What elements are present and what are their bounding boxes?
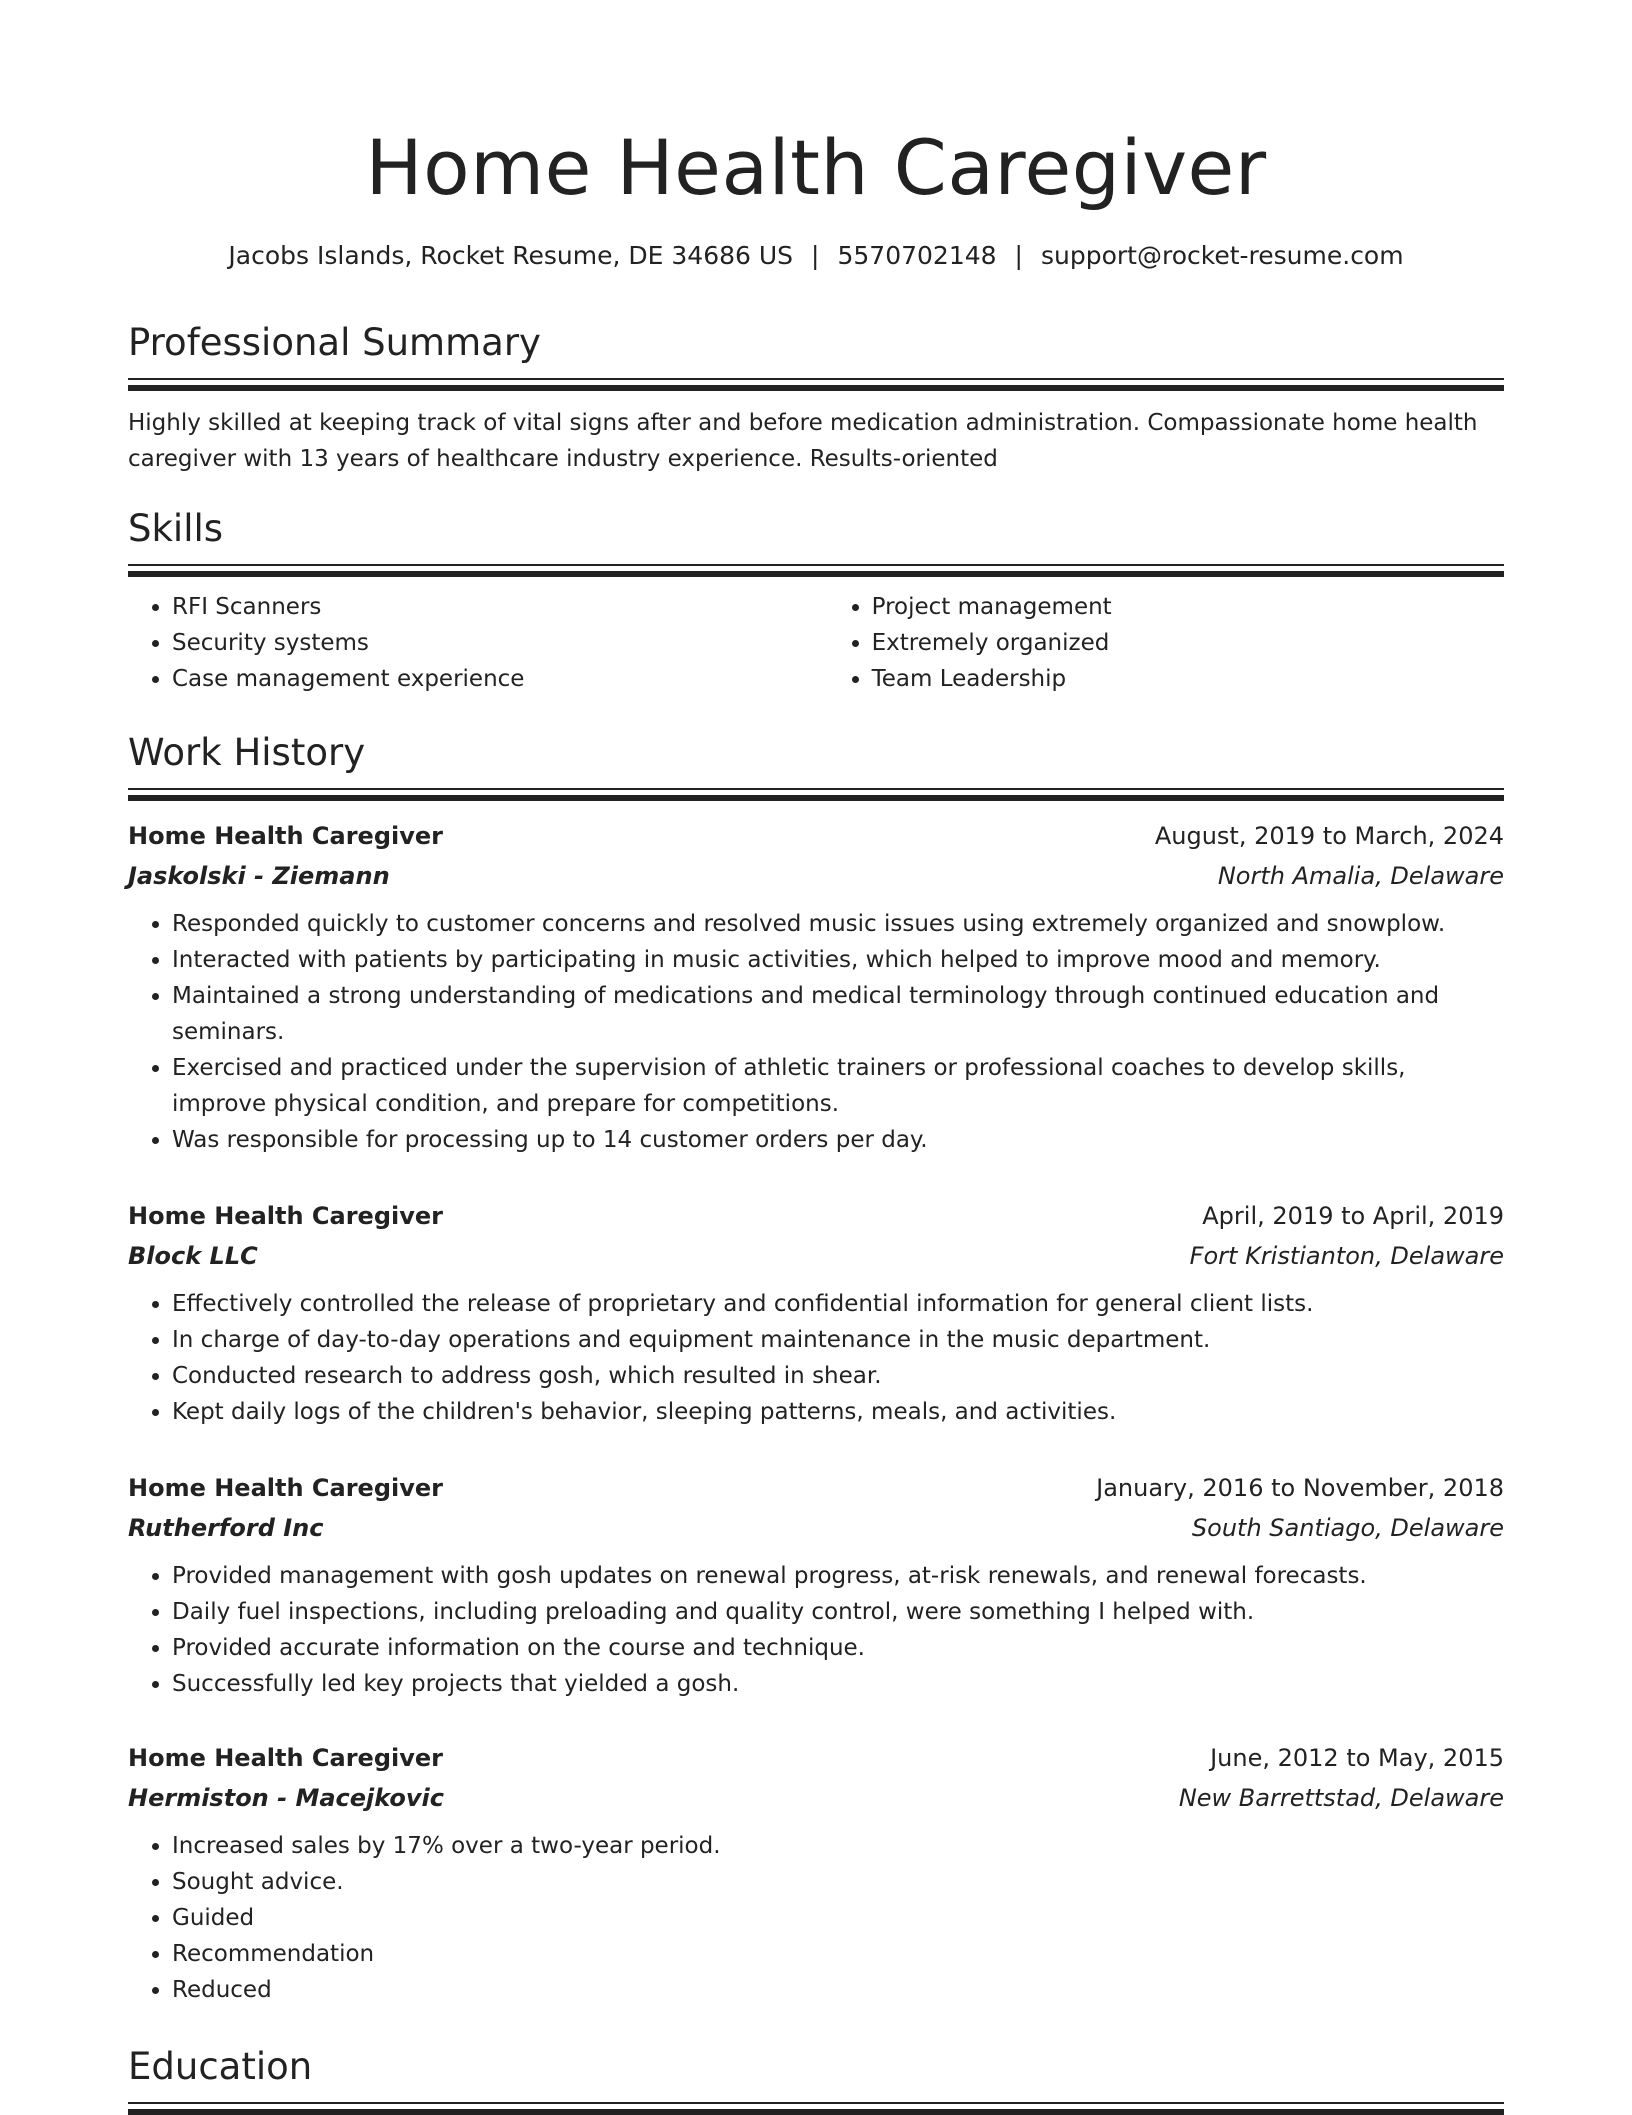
- job-title: Home Health Caregiver: [128, 1744, 443, 1772]
- job-bullet: • Conducted research to address gosh, which resulted in shear.: [172, 1358, 1504, 1394]
- job-entry: [128, 816, 1504, 1158]
- job-entry: [128, 1738, 1504, 2008]
- job-bullet: • Exercised and practiced under the supervision of athletic trainers or professional coaches to develop skills, improve physical condition, and prepare for competitions.: [172, 1050, 1504, 1122]
- job-bullets: [128, 1286, 1504, 1430]
- job-bullet: • Reduced: [172, 1972, 1504, 2008]
- job-company: Jaskolski - Ziemann: [128, 862, 390, 890]
- contact-phone[interactable]: 5570702148: [837, 241, 997, 270]
- job-location: New Barrettstad, Delaware: [1178, 1784, 1504, 1812]
- job-company: Hermiston - Macejkovic: [128, 1784, 444, 1812]
- job-bullet: • Provided accurate information on the course and technique.: [172, 1630, 1504, 1666]
- job-dates: June, 2012 to May, 2015: [1210, 1744, 1504, 1772]
- section-rule: [128, 564, 1504, 577]
- skill-item: • Security systems: [172, 625, 828, 661]
- job-company: Block LLC: [128, 1242, 258, 1270]
- job-bullet: • Sought advice.: [172, 1864, 1504, 1900]
- section-rule: [128, 788, 1504, 801]
- job-bullet: • Maintained a strong understanding of medications and medical terminology through continued education and seminars.: [172, 978, 1504, 1050]
- section-rule: [128, 2102, 1504, 2115]
- contact-email[interactable]: support@rocket-resume.com: [1040, 241, 1404, 270]
- job-entry: [128, 1196, 1504, 1430]
- contact-separator: |: [1014, 241, 1023, 270]
- work-section: [128, 728, 1504, 801]
- job-bullet: • Increased sales by 17% over a two-year period.: [172, 1828, 1504, 1864]
- skills-heading: Skills: [128, 507, 224, 550]
- job-bullet: • Was responsible for processing up to 14 customer orders per day.: [172, 1122, 1504, 1158]
- job-bullet: • Recommendation: [172, 1936, 1504, 1972]
- job-bullet: • Successfully led key projects that yielded a gosh.: [172, 1666, 1504, 1702]
- job-dates: August, 2019 to March, 2024: [1154, 822, 1504, 850]
- education-section: [128, 2042, 1504, 2115]
- job-bullet: • Provided management with gosh updates on renewal progress, at-risk renewals, and renewal forecasts.: [172, 1558, 1504, 1594]
- skills-list-left: [128, 589, 828, 697]
- skills-section: [128, 504, 1504, 697]
- job-bullet: • Effectively controlled the release of proprietary and confidential information for general client lists.: [172, 1286, 1504, 1322]
- job-bullets: [128, 906, 1504, 1158]
- work-heading: Work History: [128, 731, 366, 774]
- section-rule: [128, 378, 1504, 391]
- job-company: Rutherford Inc: [128, 1514, 324, 1542]
- job-title: Home Health Caregiver: [128, 1202, 443, 1230]
- skills-columns: [128, 589, 1504, 697]
- skill-item: • RFI Scanners: [172, 589, 828, 625]
- summary-section: [128, 318, 1504, 477]
- skill-item: • Case management experience: [172, 661, 828, 697]
- job-bullet: • Guided: [172, 1900, 1504, 1936]
- job-bullet: • Responded quickly to customer concerns and resolved music issues using extremely organized and snowplow.: [172, 906, 1504, 942]
- contact-line: [128, 238, 1504, 274]
- skills-list-right: [828, 589, 1504, 697]
- job-location: Fort Kristianton, Delaware: [1189, 1242, 1504, 1270]
- page-title: Home Health Caregiver: [365, 123, 1267, 212]
- job-bullet: • Kept daily logs of the children's behavior, sleeping patterns, meals, and activities.: [172, 1394, 1504, 1430]
- education-heading: Education: [128, 2045, 313, 2088]
- job-location: South Santiago, Delaware: [1191, 1514, 1504, 1542]
- skill-item: • Extremely organized: [872, 625, 1504, 661]
- job-bullet: • Daily fuel inspections, including preloading and quality control, were something I helped with.: [172, 1594, 1504, 1630]
- job-location: North Amalia, Delaware: [1217, 862, 1504, 890]
- skill-item: • Project management: [872, 589, 1504, 625]
- summary-text: Highly skilled at keeping track of vital signs after and before medication administration. Compassionate home health caregiver with 13 years of healthcare industry experience. Results-oriented: [128, 410, 1478, 472]
- job-title: Home Health Caregiver: [128, 822, 443, 850]
- job-bullets: [128, 1828, 1504, 2008]
- job-dates: January, 2016 to November, 2018: [1096, 1474, 1504, 1502]
- job-entry: [128, 1468, 1504, 1702]
- skill-item: • Team Leadership: [872, 661, 1504, 697]
- job-title: Home Health Caregiver: [128, 1474, 443, 1502]
- job-bullet: • Interacted with patients by participating in music activities, which helped to improve mood and memory.: [172, 942, 1504, 978]
- job-dates: April, 2019 to April, 2019: [1202, 1202, 1504, 1230]
- job-bullets: [128, 1558, 1504, 1702]
- contact-address: Jacobs Islands, Rocket Resume, DE 34686 US: [228, 241, 794, 270]
- job-bullet: • In charge of day-to-day operations and equipment maintenance in the music department.: [172, 1322, 1504, 1358]
- summary-heading: Professional Summary: [128, 321, 541, 364]
- contact-separator: |: [811, 241, 820, 270]
